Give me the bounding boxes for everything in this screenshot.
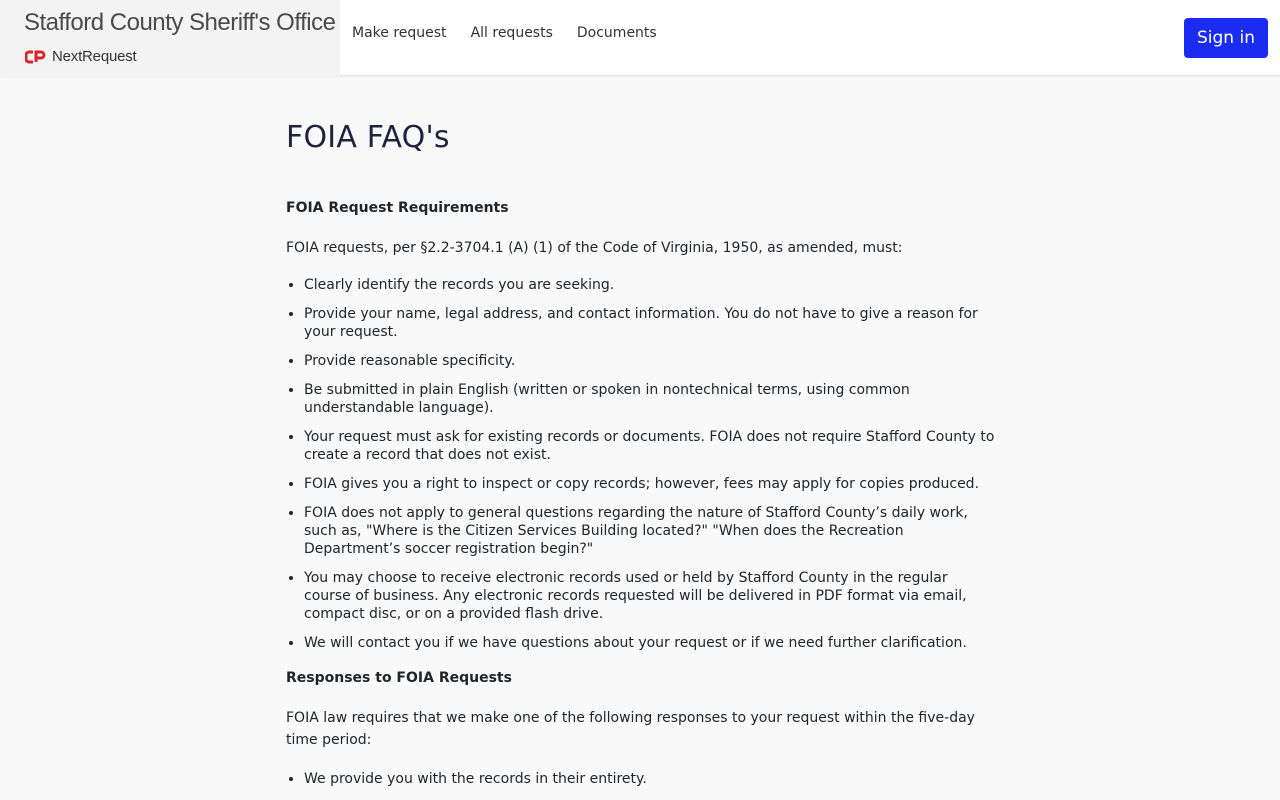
responses-heading: Responses to FOIA Requests — [286, 670, 512, 686]
nav-all-requests[interactable]: All requests — [470, 25, 553, 41]
list-item: • FOIA does not apply to general questions regarding the nature of Stafford County’s daily work, such as, "Where is the Citizen Services Building located?" "When does the Recreation Department’s soccer registration begin?" — [304, 504, 998, 558]
top-header — [0, 0, 1280, 76]
list-item: • Provide your name, legal address, and contact information. You do not have to give a reason for your request. — [304, 305, 998, 341]
list-item: • Clearly identify the records you are seeking. — [304, 276, 998, 294]
nextrequest-logo-text: NextRequest — [52, 48, 137, 65]
responses-intro: FOIA law requires that we make one of the following responses to your request within the five-day time period: — [286, 710, 975, 748]
requirements-intro: FOIA requests, per §2.2-3704.1 (A) (1) of the Code of Virginia, 1950, as amended, must: — [286, 240, 903, 256]
list-item: • FOIA gives you a right to inspect or copy records; however, fees may apply for copies produced. — [304, 475, 998, 493]
faq-content — [286, 120, 998, 799]
nextrequest-logo[interactable] — [25, 48, 137, 65]
page-title: FOIA FAQ's — [286, 120, 450, 155]
requirements-heading: FOIA Request Requirements — [286, 200, 509, 216]
nav-documents[interactable]: Documents — [576, 25, 657, 41]
list-item: • Your request must ask for existing records or documents. FOIA does not require Stafford County to create a record that does not exist. — [304, 428, 998, 464]
nextrequest-logo-icon — [25, 50, 47, 64]
nav-make-request[interactable]: Make request — [352, 25, 447, 41]
brand-block[interactable] — [0, 0, 340, 76]
responses-list — [286, 770, 998, 788]
list-item: • We will contact you if we have questions about your request or if we need further clarification. — [304, 634, 998, 652]
list-item: • We provide you with the records in their entirety. — [304, 770, 998, 788]
list-item: • Provide reasonable specificity. — [304, 352, 998, 370]
list-item: • Be submitted in plain English (written or spoken in nontechnical terms, using common understandable language). — [304, 381, 998, 417]
requirements-list — [286, 276, 998, 652]
main-nav — [352, 25, 657, 41]
sign-in-button[interactable]: Sign in — [1184, 18, 1268, 58]
list-item: • You may choose to receive electronic records used or held by Stafford County in the regular course of business. Any electronic records requested will be delivered in PDF format via email, compact disc, or on a provided flash drive. — [304, 569, 998, 623]
agency-title[interactable]: Stafford County Sheriff's Office — [24, 9, 336, 36]
